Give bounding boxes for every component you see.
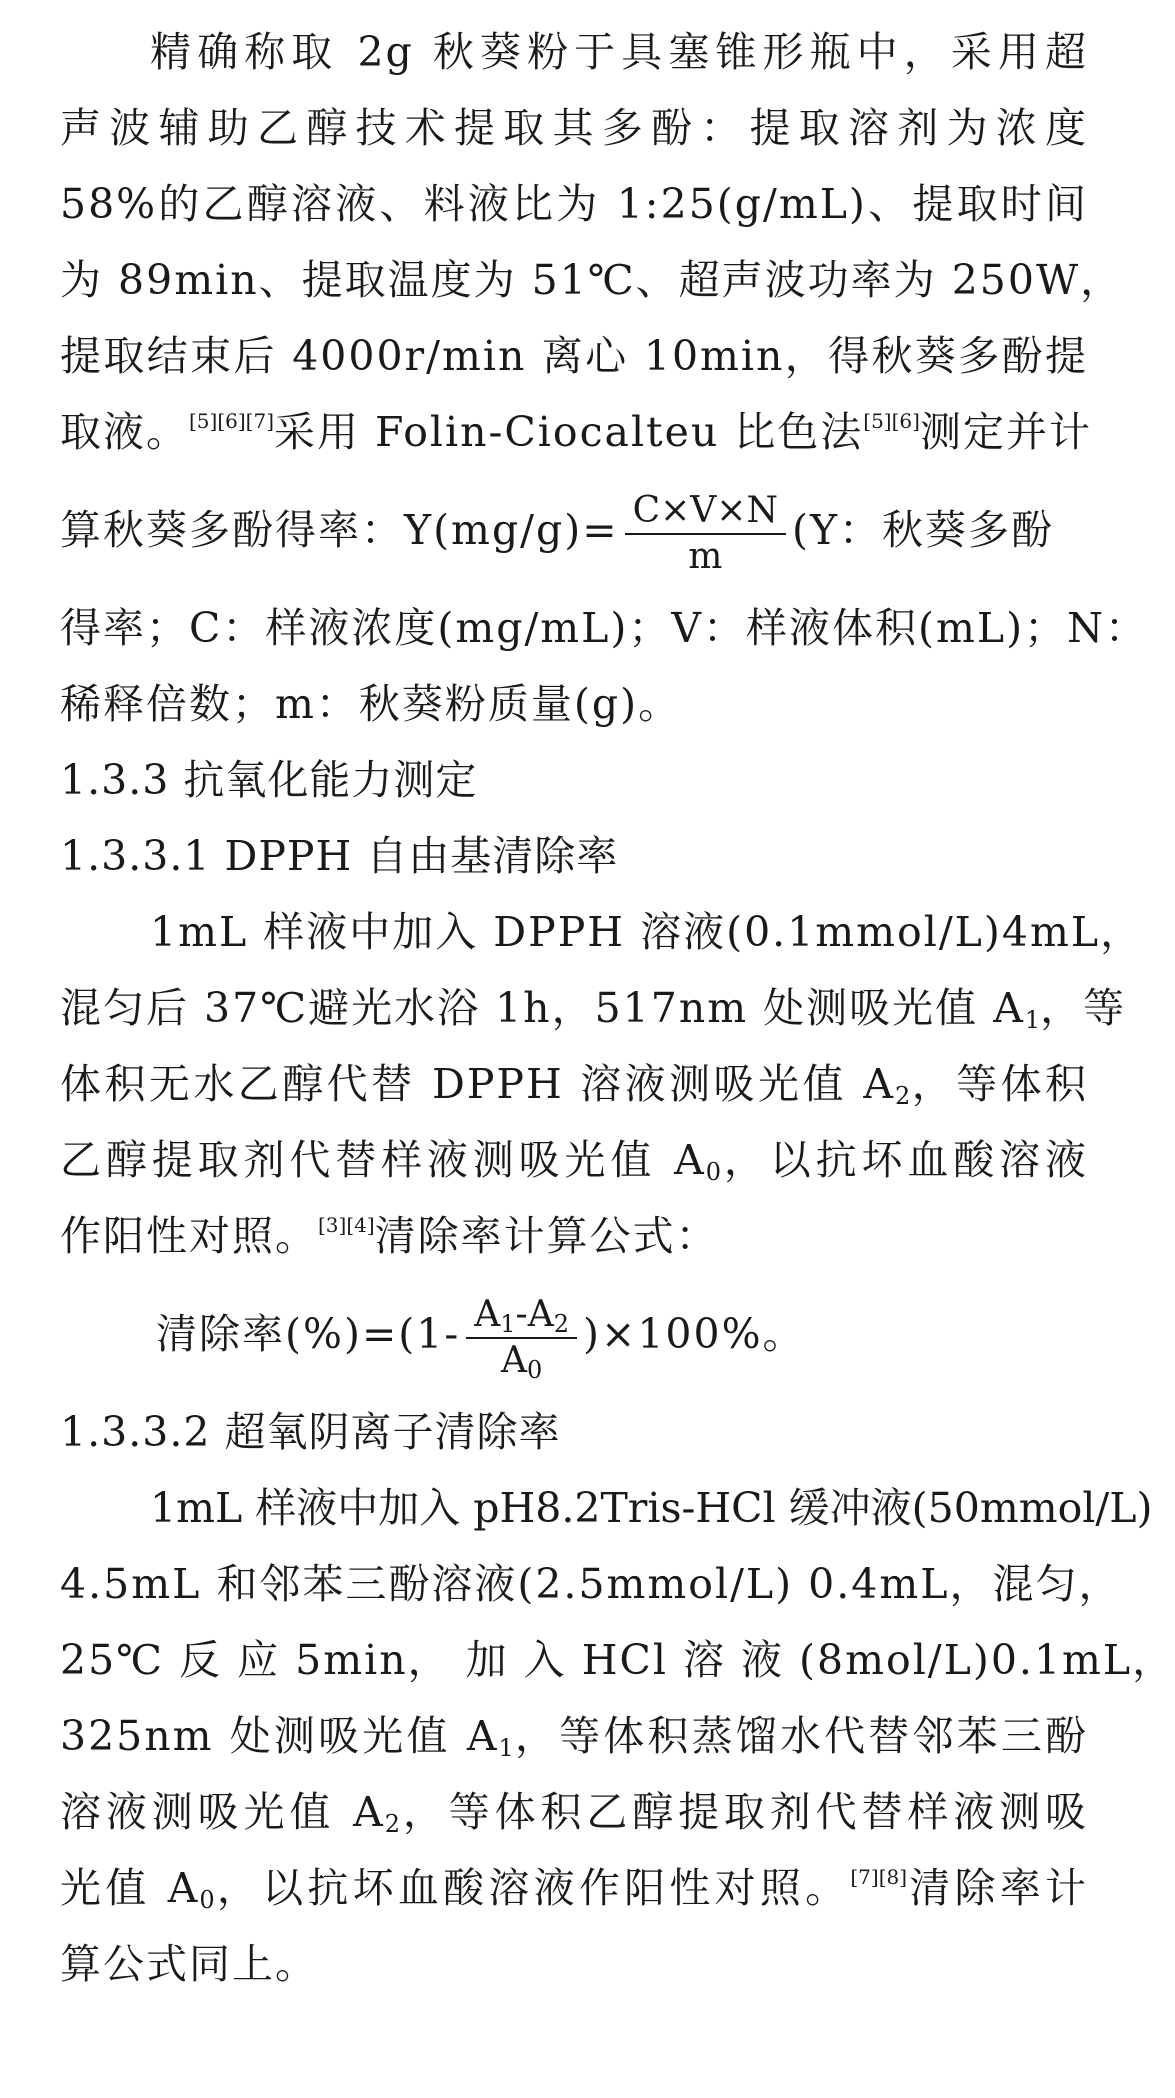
subscript: 2 — [384, 1810, 400, 1838]
formula-symbol: -A — [515, 1293, 554, 1335]
text-line — [60, 1198, 1088, 1274]
heading-text: 1.3.3.1 DPPH 自由基清除率 — [60, 832, 619, 880]
text-line — [60, 318, 1088, 394]
text-line — [60, 894, 1144, 970]
text-span: 光值 A — [60, 1864, 200, 1912]
text-span: 为 89min、提取温度为 51℃、超声波功率为 250W， — [60, 256, 1124, 304]
citation-ref: [5][6][7] — [189, 409, 274, 433]
text-span: 精确称取 2g 秋葵粉于具塞锥形瓶中，采用超 — [150, 28, 1088, 76]
citation-ref: [5][6] — [863, 409, 920, 433]
text-line — [60, 1774, 1088, 1850]
text-span: (Y：秋葵多酚 — [791, 506, 1055, 554]
text-line — [60, 1470, 1153, 1546]
heading-text: 1.3.3.2 超氧阴离子清除率 — [60, 1408, 561, 1456]
text-span: 325nm 处测吸光值 A — [60, 1712, 499, 1760]
formula-symbol: A — [500, 1339, 527, 1381]
text-span: 算秋葵多酚得率：Y(mg/g)= — [60, 506, 619, 554]
text-span: 作阳性对照。 — [60, 1212, 318, 1260]
clearance-rate-formula — [60, 1274, 1088, 1394]
text-span: 4.5mL 和邻苯三酚溶液(2.5mmol/L) 0.4mL，混匀， — [60, 1560, 1122, 1608]
text-span: ，等体积乙醇提取剂代替样液测吸 — [400, 1788, 1088, 1836]
text-line — [60, 1698, 1088, 1774]
text-span: 稀释倍数；m：秋葵粉质量(g)。 — [60, 680, 682, 728]
text-line — [60, 1850, 1088, 1926]
fraction-numerator — [466, 1293, 577, 1339]
subsection-heading — [60, 1394, 1088, 1470]
fraction-denominator — [466, 1339, 577, 1384]
text-line — [60, 1046, 1088, 1122]
text-span: 测定并计 — [919, 408, 1092, 456]
text-span: 溶液测吸光值 A — [60, 1788, 385, 1836]
subscript: 1 — [498, 1734, 514, 1762]
text-span: 声波辅助乙醇技术提取其多酚：提取溶剂为浓度 — [60, 104, 1088, 152]
fraction-numerator: C×V×N — [625, 493, 786, 535]
text-line — [60, 14, 1088, 90]
text-line — [60, 666, 1088, 742]
text-span: 清除率计算公式： — [374, 1212, 719, 1260]
text-span: 乙醇提取剂代替样液测吸光值 A — [60, 1136, 706, 1184]
text-line — [60, 1622, 1175, 1698]
subsection-heading — [60, 818, 1088, 894]
fraction-denominator: m — [688, 535, 723, 577]
subscript: 2 — [553, 1309, 569, 1338]
text-span: 清除率计 — [907, 1864, 1089, 1912]
text-span: 取液。 — [60, 408, 189, 456]
heading-text: 1.3.3 抗氧化能力测定 — [60, 756, 478, 804]
text-span: 体积无水乙醇代替 DPPH 溶液测吸光值 A — [60, 1060, 895, 1108]
text-span: ，等体积 — [910, 1060, 1089, 1108]
text-span: ，以抗坏血酸溶液 — [721, 1136, 1088, 1184]
subscript: 0 — [705, 1158, 722, 1186]
subscript: 1 — [500, 1309, 516, 1338]
fraction — [466, 1293, 577, 1384]
text-span: 算公式同上。 — [60, 1940, 318, 1988]
text-line — [60, 1546, 1122, 1622]
text-span: 采用 Folin-Ciocalteu 比色法 — [274, 408, 864, 456]
citation-ref: [7][8] — [850, 1865, 908, 1889]
fraction — [625, 489, 786, 577]
text-line — [60, 1926, 1088, 2002]
text-span: 58%的乙醇溶液、料液比为 1:25(g/mL)、提取时间 — [60, 180, 1088, 228]
subscript: 0 — [199, 1886, 215, 1914]
text-span: 得率；C：样液浓度(mg/mL)；V：样液体积(mL)；N： — [60, 604, 1148, 652]
text-line — [60, 242, 1124, 318]
formula-lhs: 清除率(%)=(1- — [156, 1310, 461, 1358]
text-span: ，以抗坏血酸溶液作阳性对照。 — [214, 1864, 851, 1912]
text-line — [60, 970, 1127, 1046]
text-line — [60, 1122, 1088, 1198]
text-span: ，等 — [1040, 984, 1127, 1032]
text-line — [60, 90, 1088, 166]
subscript: 1 — [1024, 1006, 1041, 1034]
text-span: 1mL 样液中加入 pH8.2Tris-HCl 缓冲液(50mmol/L) — [150, 1484, 1153, 1532]
text-line — [60, 166, 1088, 242]
text-span: 提取结束后 4000r/min 离心 10min，得秋葵多酚提 — [60, 332, 1088, 380]
text-line — [60, 394, 1092, 470]
formula-line — [60, 470, 1088, 590]
text-span: ，等体积蒸馏水代替邻苯三酚 — [513, 1712, 1089, 1760]
formula-symbol: A — [474, 1293, 501, 1335]
subscript: 2 — [894, 1082, 911, 1110]
citation-ref: [3][4] — [318, 1213, 375, 1237]
formula-rhs: )×100%。 — [582, 1310, 806, 1358]
text-span: 混匀后 37℃避光水浴 1h，517nm 处测吸光值 A — [60, 984, 1025, 1032]
text-span: 25℃ 反 应 5min， 加 入 HCl 溶 液 (8mol/L)0.1mL， — [60, 1636, 1175, 1684]
text-span: 1mL 样液中加入 DPPH 溶液(0.1mmol/L)4mL， — [150, 908, 1144, 956]
section-heading — [60, 742, 1088, 818]
subscript: 0 — [526, 1355, 543, 1384]
text-line — [60, 590, 1148, 666]
